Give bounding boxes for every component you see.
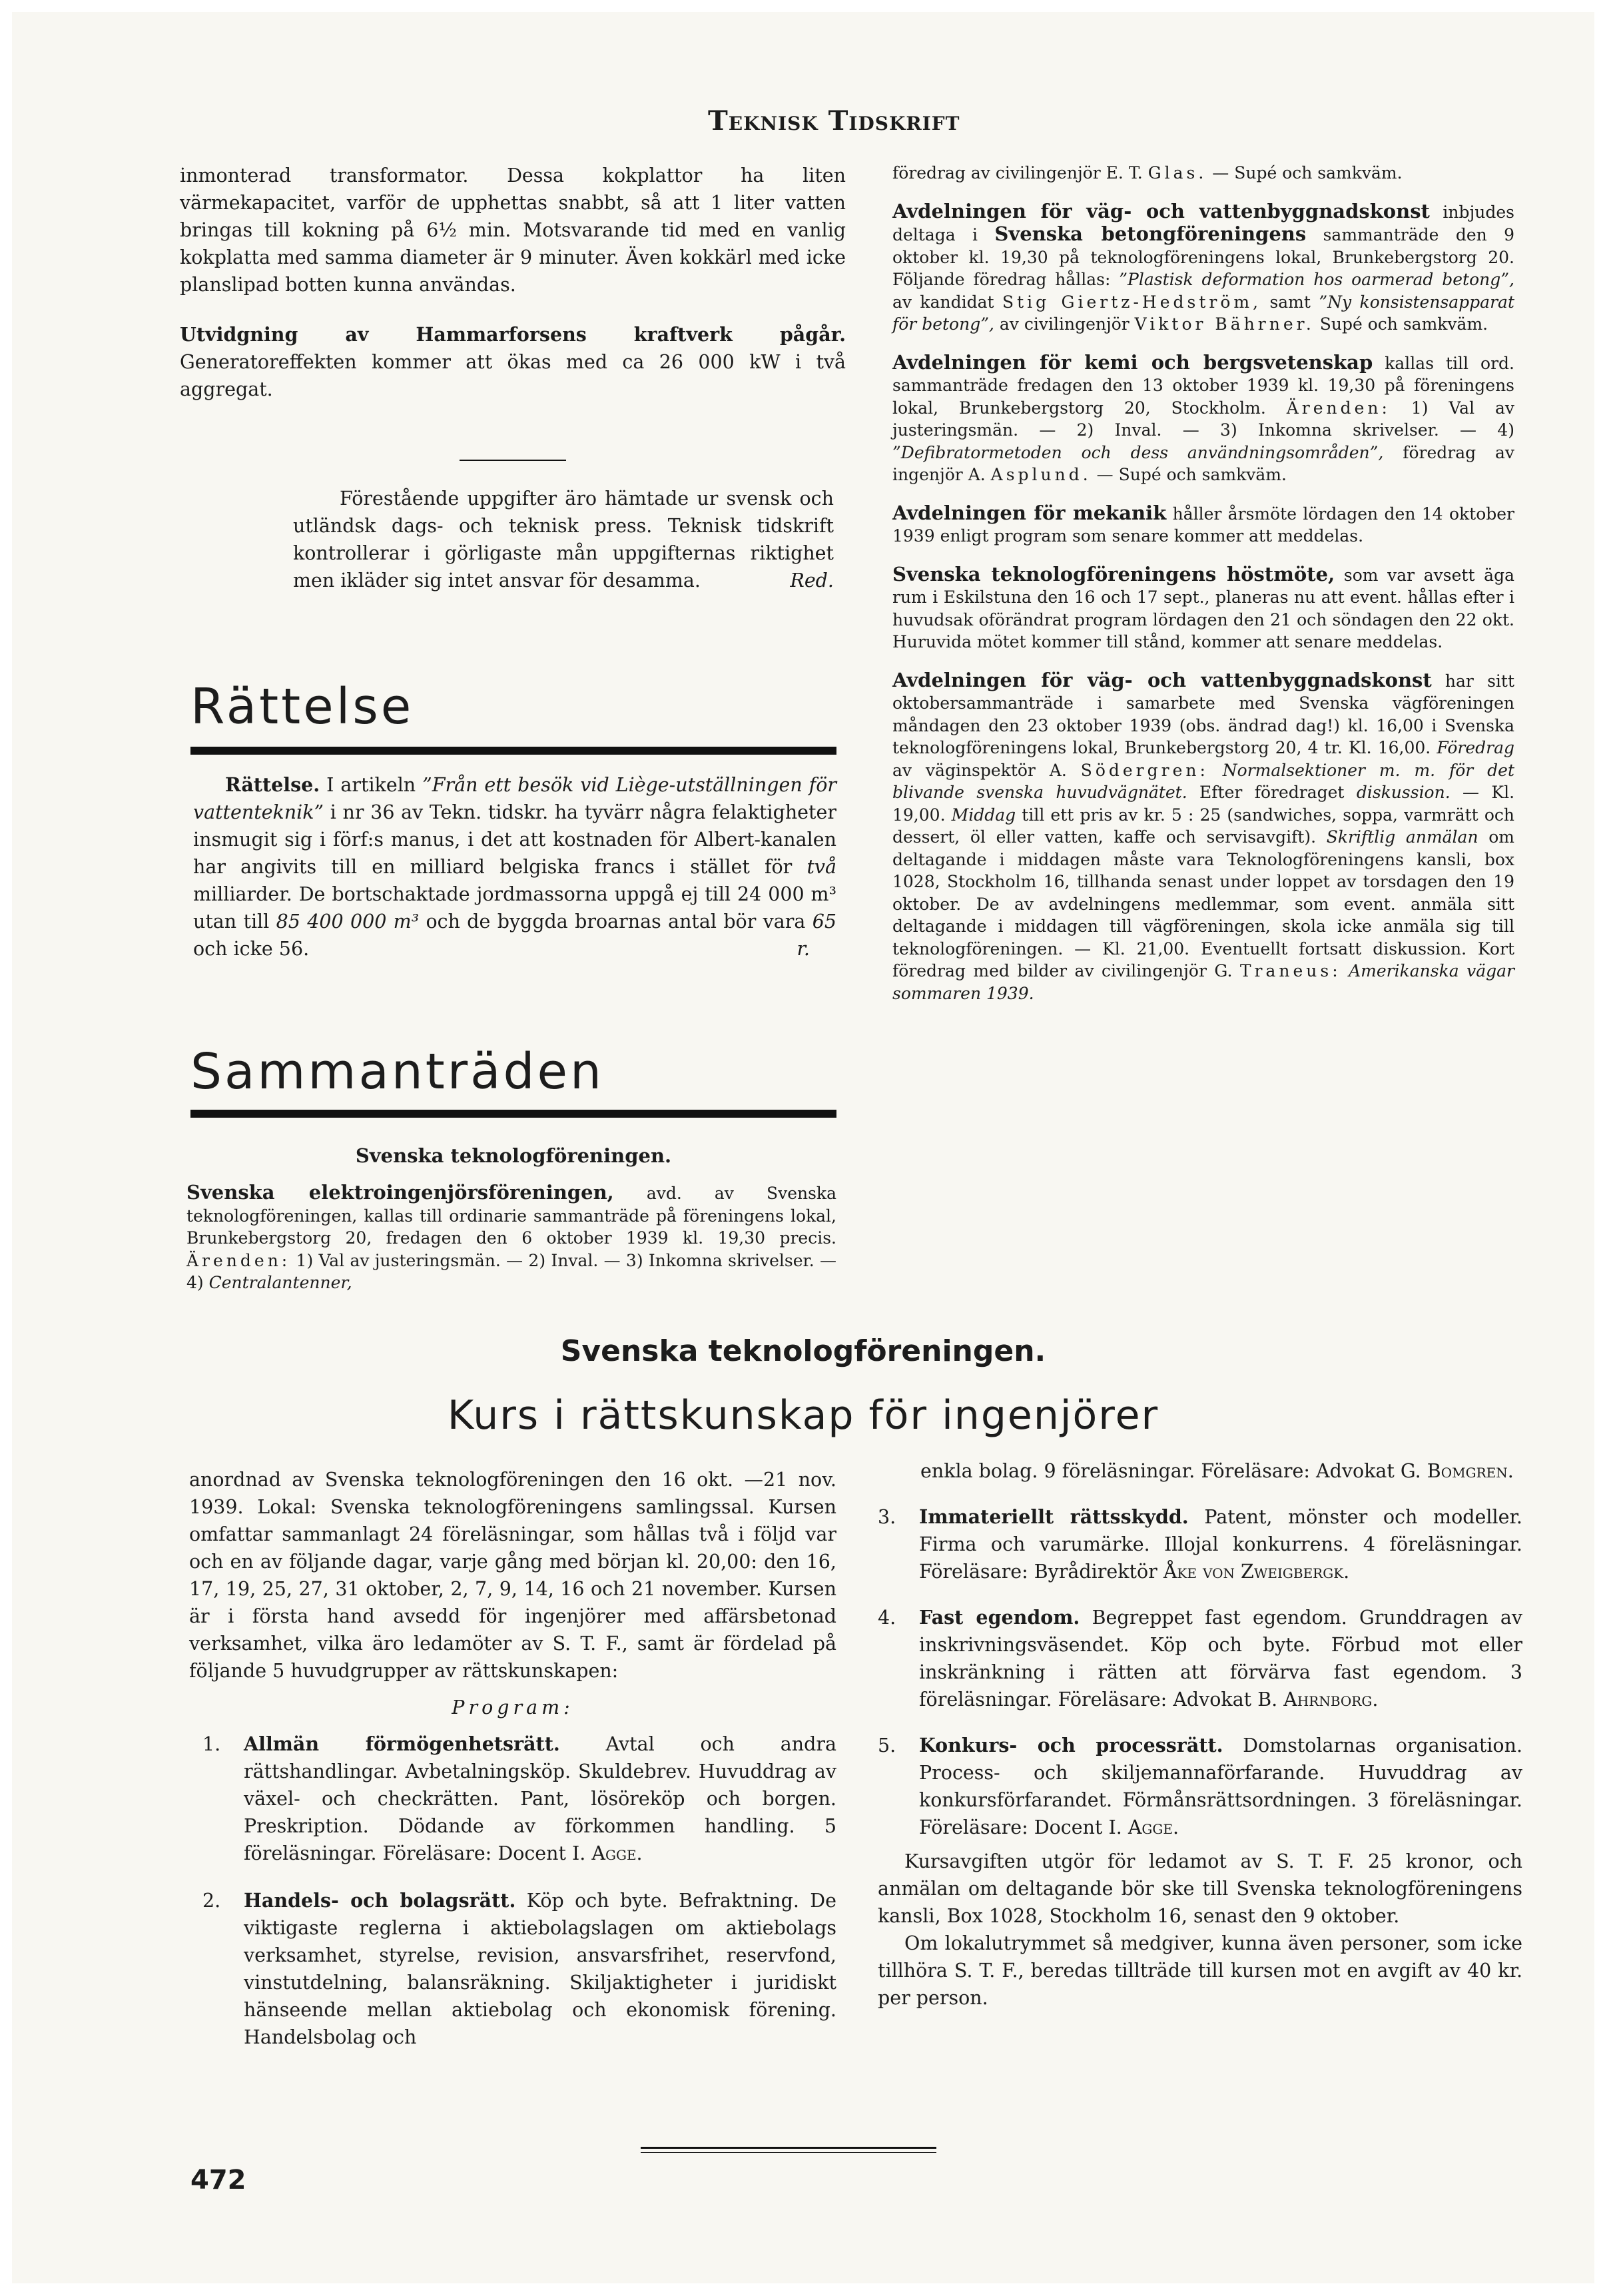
item-4-title: Fast egendom. (919, 1606, 1080, 1629)
program-item-3 (878, 1503, 1522, 1585)
rattelse-text-2: i nr 36 av Tekn. tidskr. ha tyvärr några felaktigheter insmugit sig i förf:s manus, i det att kostnaden för Albert-kanalen har angivits till en milliard belgiska francs i stället för (193, 801, 836, 878)
elektro-arenden: Ärenden: (186, 1250, 291, 1270)
rattelse-lead: Rättelse. (225, 773, 320, 796)
sammantraden-heading: Sammanträden (190, 1043, 604, 1100)
source-note (293, 485, 834, 594)
vag-italic-5: Skriftlig anmälan (1326, 827, 1478, 847)
rattelse-text-1: I artikeln (320, 774, 423, 796)
betong-text-a: inbjudes deltaga i (892, 202, 1514, 244)
vagforening-notice (892, 669, 1514, 1005)
hostmote-notice (892, 564, 1514, 653)
item-5-text: Domstolarnas organisation. Process- och skiljemannaförfarande. Huvuddrag av konkursförfarandet. Förmånsrättsordningen. 3 föreläsningar. Föreläsare: Docent (919, 1734, 1523, 1838)
source-note-text: Förestående uppgifter äro hämtade ur svensk och utländsk dags- och teknisk press. Teknisk tidskrift kontrollerar i görligaste mån uppgifternas riktighet men ikläder sig intet ansvar för desamma. (293, 488, 834, 591)
left-column-top (180, 162, 846, 403)
vag-lead: Avdelningen för väg- och vattenbyggnadskonst (892, 668, 1432, 691)
item-2-text: Köp och byte. Befraktning. De viktigaste reglerna i aktiebolagslagen om aktiebolags verksamhet, styrelse, revision, ansvarsfrihet, reservfond, vinstutdelning, balansräkning. Skiljaktigheter i juridiskt hänseende mellan aktiebolag och ekonomisk förening. Handelsbolag och (244, 1890, 837, 2048)
item-5-number: 5. (878, 1734, 896, 1756)
betong-notice (892, 200, 1514, 336)
elektro-talk-title: Centralantenner, (208, 1273, 352, 1292)
hostmote-text: som var avsett äga rum i Eskilstuna den 16 och 17 sept., planeras nu att event. hållas efter i huvudsak oförändrat program lördagen den 21 och söndagen den 22 okt. Huruvida mötet kommer till stånd, kommer att senare meddelas. (892, 565, 1514, 651)
rattelse-text-5: och icke 56. (193, 938, 310, 960)
rattelse-text-3: milliarder. De bortschaktade jordmassorna uppgå ej till 24 000 m³ utan till (193, 883, 836, 933)
hostmote-lead: Svenska teknologföreningens höstmöte, (892, 562, 1335, 585)
program-item-2 (202, 1887, 836, 2051)
item-1-text: Avtal och andra rättshandlingar. Avbetalningsköp. Skuldebrev. Huvuddrag av växel- och checkrätten. Pant, lösöreköp och borgen. Preskription. Dödande av förkommen handling. 5 föreläsningar. Föreläsare: Docent (244, 1733, 836, 1864)
kurs-intro: anordnad av Svenska teknologföreningen den 16 okt. —21 nov. 1939. Lokal: Svenska teknologföreningens samlingssal. Kursen omfattar sammanlagt 24 föreläsningar, som hållas två i följd var och en av följande dagar, varje gång med början kl. 20,00: den 16, 17, 19, 25, 27, 31 oktober, 2, 7, 9, 14, 16 och 21 november. Kursen är i första hand avsedd för ingenjörer med affärsbetonad verksamhet, vilka äro ledamöter av S. T. F., samt är fördelad på följande 5 huvudgrupper av rättskunskapen: (189, 1469, 836, 1682)
item-1-title: Allmän förmögenhetsrätt. (244, 1732, 560, 1755)
item-1-number: 1. (202, 1733, 221, 1755)
vag-talk-2: Amerikanska vägar sommaren 1939. (892, 961, 1514, 1003)
source-note-sign: Red. (790, 570, 834, 591)
elektro-speaker: Glas. (1147, 163, 1207, 183)
item-2-number: 2. (202, 1890, 221, 1912)
kemi-notice (892, 352, 1514, 486)
sammantraden-subheading: Svenska teknologföreningen. (355, 1144, 672, 1167)
elektro-lead: Svenska elektroingenjörsföreningen, (186, 1181, 614, 1204)
kurs-right-column (878, 1457, 1522, 2012)
elektro-text-b: 1) Val av justeringsmän. — 2) Inval. — 3) Inkomna skrivelser. — 4) (186, 1250, 836, 1292)
page-number: 472 (190, 2165, 246, 2195)
item-3-title: Immateriellt rättsskydd. (919, 1505, 1189, 1528)
kemi-text-c: föredrag av ingenjör A. (892, 442, 1514, 484)
vag-italic-1: Föredrag (1437, 738, 1514, 757)
kurs-guests: Om lokalutrymmet så medgiver, kunna även personer, som icke tillhöra S. T. F., beredas tillträde till kursen mot en avgift av 40 kr. per person. (878, 1932, 1522, 2009)
elektro-continued (892, 162, 1514, 185)
kurs-fee: Kursavgiften utgör för ledamot av S. T. F. 25 kronor, och anmälan om deltagande bör ske till Svenska teknologföreningens kansli, Box 1028, Stockholm 16, senast den 9 oktober. (878, 1850, 1522, 1927)
short-divider (460, 460, 566, 461)
betong-text-b: sammanträde den 9 oktober kl. 19,30 på teknologföreningens lokal, Brunkebergstorg 20. Följande föredrag hållas: (892, 225, 1515, 289)
betong-talk-1: ”Plastisk deformation hos oarmerad betong”, (1119, 270, 1514, 289)
item-3-lecturer: Åke von Zweigbergk. (1163, 1561, 1350, 1583)
vag-text-a: har sitt oktobersammanträde i samarbete med Svenska vägföreningen måndagen den 23 oktober 1939 (obs. ändrad dag!) kl. 16,00 i Svenska teknologföreningens lokal, Brunkebergstorg 20, 4 tr. Kl. 16,00. (892, 671, 1514, 757)
betong-text-d: samt (1261, 292, 1319, 312)
rattelse-italic-1: två (807, 856, 836, 878)
kurs-left-column (189, 1466, 836, 2051)
item-5-title: Konkurs- och processrätt. (919, 1734, 1223, 1756)
betong-text-c: av kandidat (892, 292, 1002, 312)
rattelse-article-title: ”Från ett besök vid Liège-utställningen för vattenteknik” (193, 774, 836, 823)
vag-text-d: — Kl. 19,00. (892, 783, 1515, 825)
kurs-org-heading: Svenska teknologföreningen. (560, 1334, 1046, 1368)
vag-italic-3: diskussion. (1356, 783, 1451, 802)
running-head: Teknisk Tidskrift (708, 105, 960, 137)
kurs-title-heading: Kurs i rättskunskap för ingenjörer (447, 1392, 1159, 1439)
betong-text-f: Supé och samkväm. (1314, 314, 1488, 334)
paragraph-hammarforsen (180, 321, 846, 403)
kemi-lead: Avdelningen för kemi och bergsvetenskap (892, 350, 1373, 374)
elektro-text-d: föredrag av civilingenjör E. T. (892, 163, 1148, 183)
vag-text-c: Efter föredraget (1187, 783, 1357, 802)
vag-speaker-1: Södergren: (1080, 760, 1209, 780)
elektro-text-a: avd. av Svenska teknologföreningen, kallas till ordinarie sammanträde på föreningens lokal, Brunkebergstorg 20, fredagen den 6 oktober 1939 kl. 19,30 precis. (186, 1184, 836, 1248)
kemi-talk: ”Defibratormetoden och dess användningsområden”, (892, 442, 1384, 462)
vag-italic-4: Middag (951, 805, 1016, 825)
item-1-lecturer: I. Agge. (572, 1842, 643, 1864)
program-item-1 (202, 1730, 836, 1867)
item-4-number: 4. (878, 1607, 896, 1629)
rattelse-sign: r. (797, 938, 810, 960)
elektro-text-e: — Supé och samkväm. (1207, 163, 1403, 183)
kemi-speaker: Asplund. (990, 465, 1092, 484)
betong-lead: Avdelningen för väg- och vattenbyggnadskonst (892, 199, 1430, 222)
sammantraden-rule (190, 1110, 836, 1118)
page (12, 12, 1594, 2283)
item-2-continued-text: enkla bolag. 9 föreläsningar. Föreläsare: Advokat (920, 1460, 1401, 1482)
vag-text-f: om deltagande i middagen måste vara Teknologföreningens kansli, box 1028, Stockholm 16, tillhanda senast under loppet av torsdagen den 19 oktober. De av avdelningens medlemmar, som event. anmäla sitt deltagande i middagen till vägföreningen, skola icke anmäla sig till teknologföreningen. — Kl. 21,00. Eventuellt fortsatt diskussion. Kort föredrag med bilder av civilingenjör G. (892, 827, 1514, 980)
program-item-2-continued (878, 1457, 1522, 1485)
item-2-title: Handels- och bolagsrätt. (244, 1889, 516, 1912)
kemi-arenden: Ärenden: (1286, 398, 1391, 418)
item-5-lecturer: I. Agge. (1108, 1816, 1179, 1838)
program-item-5 (878, 1732, 1522, 1841)
kemi-text-a: kallas till ord. sammanträde fredagen den 13 oktober 1939 kl. 19,30 på föreningens lokal, Brunkebergstorg 20, Stockholm. (892, 353, 1514, 418)
item-3-text: Patent, mönster och modeller. Firma och varumärke. Illojal konkurrens. 4 föreläsningar. Föreläsare: Byrådirektör (919, 1506, 1522, 1583)
rattelse-italic-2: 85 400 000 m³ (276, 911, 420, 933)
rattelse-heading: Rättelse (190, 678, 414, 735)
kemi-text-b: 1) Val av justeringsmän. — 2) Inval. — 3) Inkomna skrivelser. — 4) (892, 398, 1514, 440)
mekanik-notice (892, 502, 1514, 548)
mekanik-lead: Avdelningen för mekanik (892, 501, 1167, 524)
footer-rule-2 (641, 2152, 936, 2153)
betong-speaker-1: Stig Giertz-Hedström, (1002, 292, 1262, 312)
rattelse-text-4: och de byggda broarnas antal bör vara (419, 911, 812, 933)
rattelse-italic-3: 65 (812, 911, 836, 933)
betong-text-e: av civilingenjör (994, 314, 1135, 334)
rattelse-body (193, 771, 836, 962)
vag-text-e: till ett pris av kr. 5 : 25 (sandwiches, soppa, varmrätt och dessert, öl eller vatten, kaffe och servisavgift). (892, 805, 1514, 847)
betong-speaker-2: Viktor Bährner. (1134, 314, 1315, 334)
right-column (892, 162, 1514, 1004)
program-item-4 (878, 1604, 1522, 1713)
rattelse-rule (190, 747, 836, 755)
kemi-text-d: — Supé och samkväm. (1091, 465, 1287, 484)
item-4-text: Begreppet fast egendom. Grunddragen av inskrivningsväsendet. Köp och byte. Förbud mot eller inskränkning i rätten att förvärva fast egendom. 3 föreläsningar. Föreläsare: Advokat (919, 1607, 1522, 1711)
item-2-lecturer: G. Bomgren. (1400, 1460, 1514, 1482)
hammarforsen-lead: Utvidgning av Hammarforsens kraftverk pågår. (180, 323, 846, 346)
program-label: Program: (452, 1697, 574, 1719)
betong-talk-2: ”Ny konsistensapparat för betong”, (892, 292, 1514, 334)
vag-speaker-2: Traneus: (1239, 961, 1341, 980)
mekanik-text: håller årsmöte lördagen den 14 oktober 1939 enligt program som senare kommer att meddelas. (892, 504, 1514, 546)
vag-text-b: av väginspektör A. (892, 760, 1081, 780)
vag-talk-1: Normalsektioner m. m. för det blivande svenska huvudvägnätet. (892, 760, 1514, 802)
item-4-lecturer: B. Ahrnborg. (1257, 1689, 1379, 1711)
footer-rule-1 (641, 2147, 936, 2149)
paragraph-kokplattor: inmonterad transformator. Dessa kokplattor ha liten värmekapacitet, varför de upphettas snabbt, så att 1 liter vatten bringas till kokning på 6½ min. Motsvarande tid med en vanlig kokplatta med samma diameter är 9 minuter. Även kokkärl med icke planslipad botten kunna användas. (180, 165, 846, 296)
hammarforsen-text: Generatoreffekten kommer att ökas med ca 26 000 kW i två aggregat. (180, 351, 846, 400)
betong-org: Svenska betongföreningens (994, 222, 1307, 245)
elektroingenjor-notice (186, 1182, 836, 1294)
item-3-number: 3. (878, 1506, 896, 1528)
